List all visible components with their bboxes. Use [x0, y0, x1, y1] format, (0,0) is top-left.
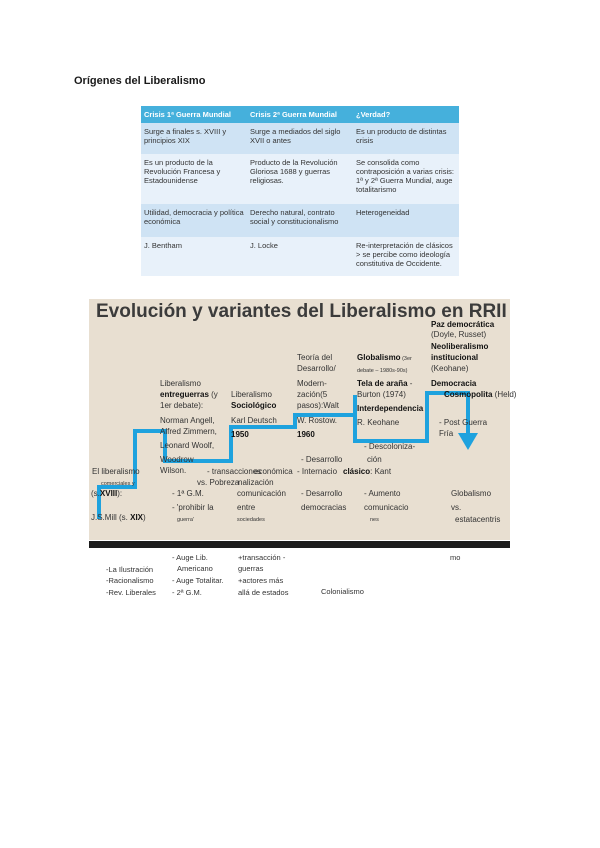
- col5-line: Neoliberalismo: [431, 342, 489, 351]
- col3-line: pasos):Walt: [297, 401, 339, 410]
- col2-line: Karl Deutsch: [231, 416, 277, 425]
- col2-line: - transacciones: [207, 467, 262, 476]
- col3-line: Desarrollo/: [297, 364, 336, 373]
- table-cell: Heterogeneidad: [353, 204, 459, 237]
- col5-line: estatacentris: [455, 515, 501, 524]
- table-cell: Surge a finales s. XVIII y principios XIX: [141, 123, 247, 154]
- table-cell: Re-interpretación de clásicos > se percibe como ideología constitutiva de Occidente.: [353, 237, 459, 276]
- table-cell: J. Bentham: [141, 237, 247, 276]
- col2-line: comunicación: [237, 489, 286, 498]
- col3-line: Modern-: [297, 379, 327, 388]
- crisis-table: [141, 106, 459, 276]
- below-text: +actores más: [238, 576, 284, 585]
- col0-line: (s.XVIII):: [91, 489, 123, 498]
- evolution-slide: [89, 299, 517, 540]
- col3-line: - Desarrollo: [301, 489, 343, 498]
- col3-line: democracias: [301, 503, 347, 512]
- col1-line: - 'prohibir la: [172, 503, 214, 512]
- col4-line: - Aumento: [364, 489, 401, 498]
- below-text: guerras: [238, 564, 264, 573]
- table-row: [141, 237, 459, 276]
- col1-line: Liberalismo: [160, 379, 201, 388]
- below-text: +transacción -: [238, 553, 286, 562]
- arrow-head-icon: [458, 433, 478, 451]
- col2-line: entre: [237, 503, 256, 512]
- table-header: Crisis 1ª Guerra Mundial: [141, 106, 247, 123]
- table-cell: Es un producto de distintas crisis: [353, 123, 459, 154]
- col0-line: comerciales y: [101, 481, 135, 487]
- col4-line: Interdependencia: [357, 404, 424, 413]
- col2b-line: económica: [254, 467, 293, 476]
- table-header: Crisis 2ª Guerra Mundial: [247, 106, 353, 123]
- col0-line: J.S.Mill (s. XIX): [91, 513, 146, 522]
- col4-line: Burton (1974): [357, 390, 406, 399]
- slide-title: Evolución y variantes del Liberalismo en RRII: [96, 301, 507, 322]
- col3-line: Teoría del: [297, 353, 333, 362]
- col5-line: - Post Guerra: [439, 418, 488, 427]
- col1-line: Wilson.: [160, 466, 187, 475]
- col3-line: - Desarrollo: [301, 455, 343, 464]
- col5-line: vs.: [451, 503, 462, 512]
- below-text: -Rev. Liberales: [106, 588, 156, 597]
- col4-line: - Descoloniza-: [364, 442, 416, 451]
- page-title: Orígenes del Liberalismo: [74, 75, 206, 87]
- col2-line: Sociológico: [231, 401, 277, 410]
- table-header-row: [141, 106, 459, 123]
- table-row: [141, 154, 459, 204]
- col2-line: 1950: [231, 430, 249, 439]
- col5-line: Democracia: [431, 379, 477, 388]
- col5-line: Paz democrática: [431, 320, 495, 329]
- below-text: -La Ilustración: [106, 565, 154, 574]
- table-cell: Derecho natural, contrato social y constitucionalismo: [247, 204, 353, 237]
- col2-line: sociedades: [237, 517, 265, 523]
- table-cell: Producto de la Revolución Gloriosa 1688 y guerras religiosas.: [247, 154, 353, 204]
- below-text: - Auge Lib.: [172, 553, 208, 562]
- below-text: mo: [450, 553, 461, 562]
- table-cell: Se consolida como contraposición a varias crisis: 1ª y 2ª Guerra Mundial, auge totalitarismo: [353, 154, 459, 204]
- col2-line: Liberalismo: [231, 390, 272, 399]
- below-text: allá de estados: [238, 588, 289, 597]
- col4-line: debate – 1980s-90s): [357, 368, 408, 374]
- col5-line: (Doyle, Russet): [431, 330, 487, 339]
- col1-line: Leonard Woolf,: [160, 441, 215, 450]
- col2-line: vs. Pobreza: [197, 478, 240, 487]
- col4-line: Tela de araña -: [357, 379, 413, 388]
- col1-line: entreguerras (y: [160, 390, 218, 399]
- col4-line: Globalismo (3er: [357, 353, 412, 362]
- col0-line: El liberalismo: [92, 467, 140, 476]
- table-cell: Utilidad, democracia y política económica: [141, 204, 247, 237]
- col1-line: Woodrow: [160, 455, 194, 464]
- col3-line: - Internacio: [297, 467, 338, 476]
- col2b-line: nalización: [238, 478, 274, 487]
- col1-line: 1er debate):: [160, 401, 204, 410]
- table-cell: Surge a mediados del siglo XVII o antes: [247, 123, 353, 154]
- col1-line: Alfred Zimmern,: [160, 427, 217, 436]
- col4-line: ción: [367, 455, 382, 464]
- below-text: Americano: [177, 564, 213, 573]
- below-text: Colonialismo: [321, 587, 364, 596]
- col3-line: W. Rostow.: [297, 416, 338, 425]
- below-text: - 2ª G.M.: [172, 588, 202, 597]
- col4-line: comunicacio: [364, 503, 409, 512]
- col5-line: Fría: [439, 429, 454, 438]
- col3-line: 1960: [297, 430, 315, 439]
- col1-line: guerra': [177, 517, 194, 523]
- col4-line: nes: [370, 517, 379, 523]
- slide-bottom-bar: [89, 541, 510, 548]
- col5-line: Globalismo: [451, 489, 492, 498]
- col5-line: Cosmopolita (Held): [444, 390, 517, 399]
- col1-line: - 1ª G.M.: [172, 489, 204, 498]
- col3-line: zación(5: [297, 390, 328, 399]
- below-text: - Auge Totalitar.: [172, 576, 224, 585]
- table-header: ¿Verdad?: [353, 106, 459, 123]
- col5-line: institucional: [431, 353, 479, 362]
- table-row: [141, 204, 459, 237]
- table-cell: J. Locke: [247, 237, 353, 276]
- col5-line: (Keohane): [431, 364, 469, 373]
- table-cell: Es un producto de la Revolución Francesa y Estadounidense: [141, 154, 247, 204]
- below-text: -Racionalismo: [106, 576, 154, 585]
- table-row: [141, 123, 459, 154]
- col1-line: Norman Angell,: [160, 416, 215, 425]
- col4-line: R. Keohane: [357, 418, 400, 427]
- col4-line: clásico: Kant: [343, 467, 392, 476]
- staircase-segment: [425, 391, 429, 443]
